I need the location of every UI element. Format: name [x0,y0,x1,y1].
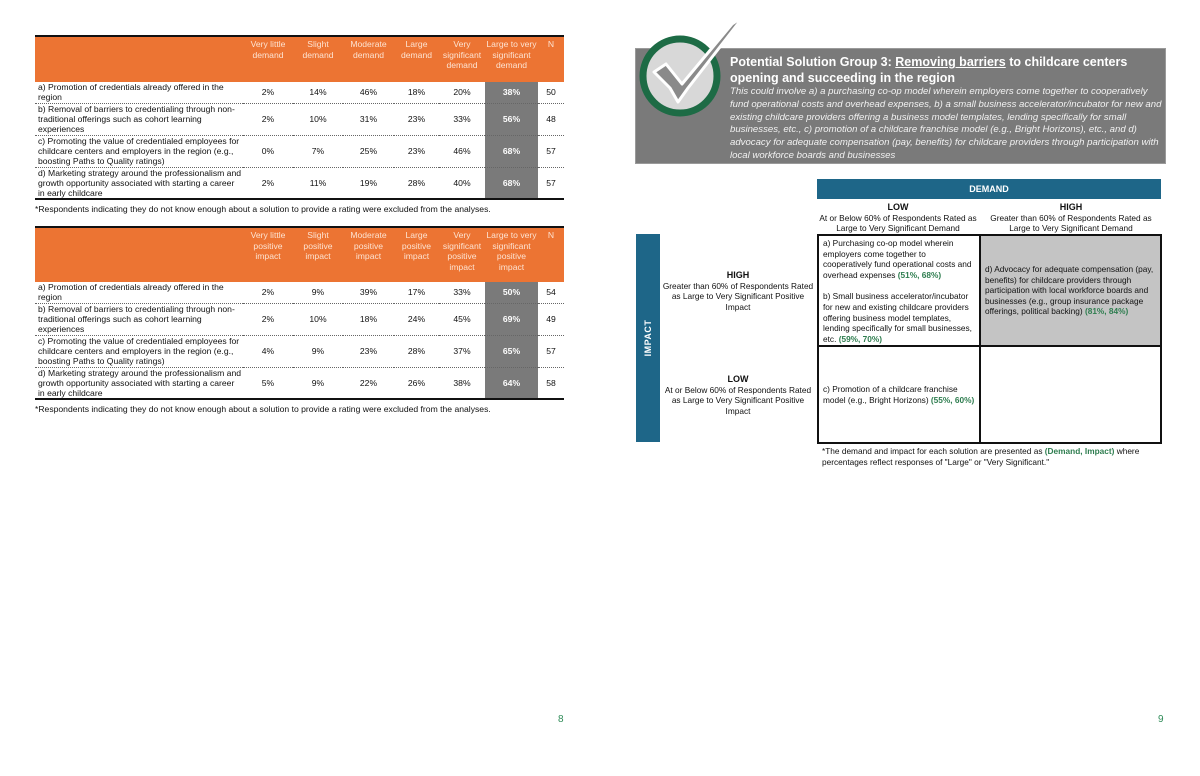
table-cell: 31% [343,103,394,135]
row-label: d) Marketing strategy around the professionalism and growth opportunity associated with starting a career in early childcare [35,167,243,199]
table-cell: 18% [343,303,394,335]
table-cell: 10% [293,303,343,335]
matrix-cell-low-demand-high-impact: a) Purchasing co-op model wherein employers come together to cooperatively fund operational costs and overhead expenses (51%, 68%) b) Small business accelerator/incubator for new and existing childcare providers offering business model templates, lending specifically for small businesses, etc. (59%, 70%) [819,236,981,347]
row-label: c) Promoting the value of credentialed employees for childcare centers and employers in the region (e.g., boosting Paths to Quality ratings) [35,135,243,167]
table-cell: 9% [293,367,343,399]
matrix-cell-low-demand-low-impact: c) Promotion of a childcare franchise model (e.g., Bright Horizons) (55%, 60%) [819,347,981,442]
table-cell: 64% [485,367,538,399]
table-cell: 18% [394,82,439,103]
table-cell: 54 [538,282,564,303]
column-header: Moderate positive impact [343,227,394,282]
row-label: a) Promotion of credentials already offered in the region [35,82,243,103]
table-cell: 0% [243,135,293,167]
table-cell: 9% [293,335,343,367]
solution-title: Potential Solution Group 3: Removing barriers to childcare centers opening and succeeding in the region [730,55,1128,85]
checkmark-icon [632,10,752,120]
matrix-note: *The demand and impact for each solution are presented as (Demand, Impact) where percentages reflect responses of "Large" or "Very Significant." [822,446,1140,467]
table-cell: 45% [439,303,485,335]
column-header: Very significant positive impact [439,227,485,282]
solution-description: This could involve a) a purchasing co-op model wherein employers come together to cooperatively fund operational costs and overhead expenses, b) a small business accelerator/incubator for new and existing childcare providers offering a business model templates, lending specifically for small businesses, etc., c) promotion of a childcare franchise model (e.g., Bright Horizons), etc., and d) advocacy for adequate compensation (pay, benefits) for childcare providers through participation with local workforce boards and businesses [730,86,1162,161]
demand-table [35,35,564,200]
table-cell: 46% [343,82,394,103]
table-cell: 2% [243,82,293,103]
page-number-right: 9 [1158,714,1164,725]
row-label: c) Promoting the value of credentialed employees for childcare centers and employers in the region (e.g., boosting Paths to Quality ratings) [35,335,243,367]
table-row [35,303,564,335]
table-cell: 38% [485,82,538,103]
column-header: Moderate demand [343,36,394,82]
table-cell: 7% [293,135,343,167]
table-row [35,82,564,103]
impact-table-note: *Respondents indicating they do not know enough about a solution to provide a rating were excluded from the analyses. [35,404,491,414]
table-cell: 24% [394,303,439,335]
table-corner [35,227,243,282]
impact-header: IMPACT [636,234,660,442]
demand-table-note: *Respondents indicating they do not know enough about a solution to provide a rating were excluded from the analyses. [35,204,491,214]
table-cell: 33% [439,103,485,135]
column-header: N [538,36,564,82]
impact-table [35,226,564,400]
table-cell: 28% [394,335,439,367]
impact-low-header: LOW At or Below 60% of Respondents Rated as Large to Very Significant Positive Impact [664,374,812,416]
table-cell: 19% [343,167,394,199]
column-header: Large to very significant positive impact [485,227,538,282]
table-row [35,335,564,367]
column-header: Large demand [394,36,439,82]
column-header: Slight demand [293,36,343,82]
table-cell: 68% [485,167,538,199]
column-header: Large to very significant demand [485,36,538,82]
table-cell: 2% [243,282,293,303]
table-row [35,167,564,199]
column-header: Slight positive impact [293,227,343,282]
table-cell: 58 [538,367,564,399]
row-label: b) Removal of barriers to credentialing through non-traditional offerings such as cohort learning experiences [35,303,243,335]
table-cell: 40% [439,167,485,199]
table-cell: 10% [293,103,343,135]
table-cell: 2% [243,303,293,335]
table-cell: 23% [394,103,439,135]
table-row [35,282,564,303]
table-cell: 20% [439,82,485,103]
table-cell: 33% [439,282,485,303]
table-cell: 23% [394,135,439,167]
table-cell: 38% [439,367,485,399]
column-header: N [538,227,564,282]
matrix-cell-high-demand-high-impact: d) Advocacy for adequate compensation (pay, benefits) for childcare providers through participation with local workforce boards and businesses (e.g., group insurance package offerings, political backing) (81%, 84%) [981,236,1160,347]
table-cell: 11% [293,167,343,199]
table-cell: 56% [485,103,538,135]
table-cell: 28% [394,167,439,199]
table-cell: 14% [293,82,343,103]
table-cell: 9% [293,282,343,303]
table-cell: 69% [485,303,538,335]
table-cell: 68% [485,135,538,167]
table-cell: 17% [394,282,439,303]
column-header: Large positive impact [394,227,439,282]
table-cell: 23% [343,335,394,367]
table-cell: 57 [538,135,564,167]
table-cell: 2% [243,103,293,135]
table-cell: 50% [485,282,538,303]
table-cell: 65% [485,335,538,367]
column-header: Very significant demand [439,36,485,82]
page-number-left: 8 [558,714,564,725]
row-label: b) Removal of barriers to credentialing through non-traditional offerings such as cohort learning experiences [35,103,243,135]
table-cell: 4% [243,335,293,367]
column-header: Very little positive impact [243,227,293,282]
row-label: a) Promotion of credentials already offered in the region [35,282,243,303]
demand-low-header: LOW At or Below 60% of Respondents Rated as Large to Very Significant Demand [819,202,977,233]
table-cell: 37% [439,335,485,367]
table-row [35,103,564,135]
impact-high-header: HIGH Greater than 60% of Respondents Rated as Large to Very Significant Positive Impact [662,270,814,312]
column-header: Very little demand [243,36,293,82]
table-cell: 49 [538,303,564,335]
table-cell: 22% [343,367,394,399]
matrix-cell-high-demand-low-impact [981,347,1160,442]
table-cell: 5% [243,367,293,399]
demand-header: DEMAND [817,179,1161,199]
table-cell: 39% [343,282,394,303]
row-label: d) Marketing strategy around the professionalism and growth opportunity associated with starting a career in early childcare [35,367,243,399]
table-cell: 46% [439,135,485,167]
table-corner [35,36,243,82]
table-row [35,135,564,167]
table-cell: 48 [538,103,564,135]
table-cell: 50 [538,82,564,103]
table-row [35,367,564,399]
demand-high-header: HIGH Greater than 60% of Respondents Rated as Large to Very Significant Demand [990,202,1152,233]
table-cell: 2% [243,167,293,199]
table-cell: 25% [343,135,394,167]
table-cell: 57 [538,335,564,367]
demand-impact-matrix [817,234,1162,444]
table-cell: 57 [538,167,564,199]
table-cell: 26% [394,367,439,399]
